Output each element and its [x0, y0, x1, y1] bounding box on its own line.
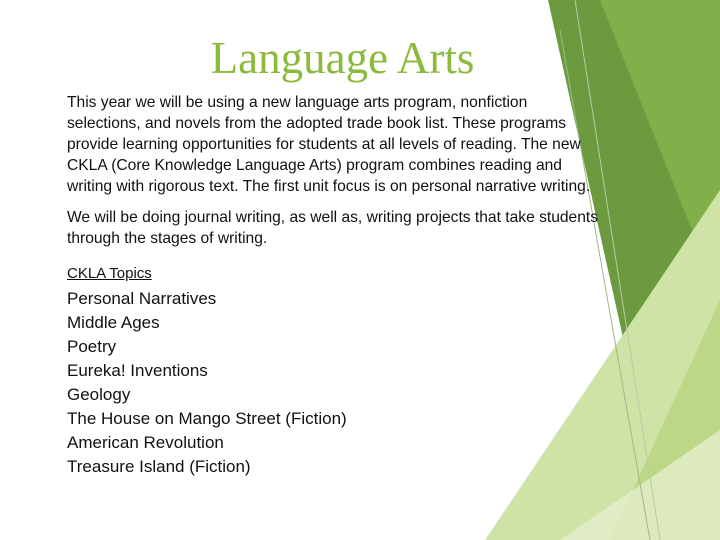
topic-item: Middle Ages: [67, 313, 160, 332]
topics-heading: CKLA Topics: [67, 265, 152, 282]
writing-paragraph: We will be doing journal writing, as well as, writing projects that take students through the stages of writing.: [67, 209, 599, 247]
topic-item: Eureka! Inventions: [67, 361, 208, 380]
topic-item: Personal Narratives: [67, 289, 217, 308]
topic-item: American Revolution: [67, 433, 224, 452]
topic-item: The House on Mango Street (Fiction): [67, 409, 347, 428]
slide-body: [67, 92, 602, 479]
page-title: Language Arts: [210, 33, 475, 83]
topics-list: [67, 287, 602, 479]
topic-item: Poetry: [67, 337, 117, 356]
topic-item: Treasure Island (Fiction): [67, 457, 251, 476]
intro-paragraph: This year we will be using a new language arts program, nonfiction selections, and novels from the adopted trade book list. These programs provide learning opportunities for students at all levels of reading. The new CKLA (Core Knowledge Language Arts) program combines reading and writing with rigorous text. The first unit focus is on personal narrative writing.: [67, 94, 591, 195]
topic-item: Geology: [67, 385, 131, 404]
